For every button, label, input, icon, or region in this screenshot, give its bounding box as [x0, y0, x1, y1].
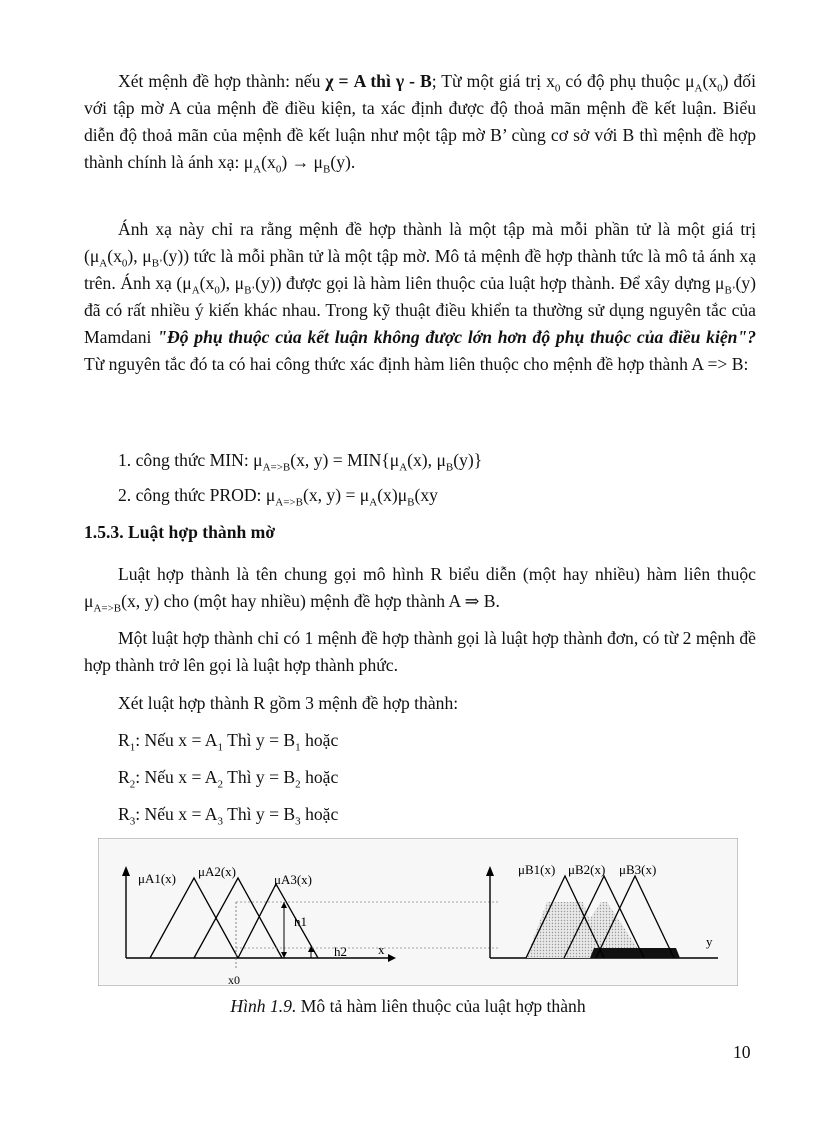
membership-figure — [98, 838, 738, 986]
label-mu-a1: μA1(x) — [138, 871, 177, 886]
paragraph-3: Luật hợp thành là tên chung gọi mô hình R biểu diễn (một hay nhiều) hàm liên thuộc $\mu_{A=>B}(x$, y) cho (một hay nhiều) mệnh đề hợp thành A ⇒ B. — [84, 564, 756, 615]
label-h2: h2 — [334, 944, 347, 959]
paragraph-4: Một luật hợp thành chỉ có 1 mệnh đề hợp thành gọi là luật hợp thành đơn, có từ 2 mệnh đề hợp thành trở lên gọi là luật hợp thành phức. — [84, 628, 756, 675]
formula-prod: 2. công thức PROD: $\mu_{A=>B}(x$, $y) = \mu_A(x)\mu_B(xy$ — [118, 485, 438, 509]
page-number: 10 — [733, 1042, 751, 1062]
figure-frame — [98, 838, 738, 986]
label-x-axis: x — [378, 942, 385, 957]
rule-1: $R_1$: Nếu $x = A_1$ Thì $y = B_1$ hoặc — [118, 730, 339, 754]
label-mu-b3: μB3(x) — [619, 862, 657, 877]
label-x0: x0 — [228, 973, 240, 986]
label-mu-b2: μB2(x) — [568, 862, 606, 877]
label-h1: h1 — [294, 914, 307, 929]
formula-min: 1. công thức MIN: $\mu_{A=>B}(x$, $y) = MIN\{\mu_A(x)$, $\mu_B(y)$} — [118, 450, 483, 474]
paragraph-5: Xét luật hợp thành R gồm 3 mệnh đề hợp thành: — [118, 693, 459, 713]
section-heading: 1.5.3. Luật hợp thành mờ — [84, 522, 276, 542]
label-mu-a2: μA2(x) — [198, 864, 237, 879]
figure-caption: Hình 1.9. Mô tả hàm liên thuộc của luật hợp thành — [230, 996, 586, 1016]
label-mu-a3: μA3(x) — [274, 872, 313, 887]
label-y-axis: y — [706, 934, 713, 949]
label-mu-b1: μB1(x) — [518, 862, 556, 877]
paragraph-2: Ánh xạ này chỉ ra rằng mệnh đề hợp thành là một tập mà mỗi phần tử là một giá trị ($\mu_A(x_0)$, $\mu_{B’}(y)$) tức là mỗi phần tử là một tập mờ. Mô tả mệnh đề hợp thành tức là mô tả ánh xạ trên. Ánh xạ ($\mu_A(x_0)$, $\mu_{B’}(y)$) được gọi là hàm liên thuộc của luật hợp thành. Để xây dựng $\mu_{B’}(y)$ đã có rất nhiều ý kiến khác nhau. Trong kỹ thuật điều khiển ta thường sử dụng nguyên tắc của Mamdani "Độ phụ thuộc của kết luận không được lớn hơn độ phụ thuộc của điều kiện"? Từ nguyên tắc đó ta có hai công thức xác định hàm liên thuộc cho mệnh đề hợp thành A => B: — [84, 219, 757, 374]
rule-2: $R_2$: Nếu $x = A_2$ Thì $y = B_2$ hoặc — [118, 767, 339, 791]
rule-3: $R_3$: Nếu $x = A_3$ Thì $y = B_3$ hoặc — [118, 804, 339, 828]
paragraph-1: Xét mệnh đề hợp thành: nếu χ = A thì γ - B; Từ một giá trị $x_0$ có độ phụ thuộc $\mu_A(x_0)$ đối với tập mờ A của mệnh đề điều kiện, ta xác định được độ thoả mãn mệnh đề kết luận. Biểu diễn độ thoả mãn của mệnh đề kết luận như một tập mờ B’ cùng cơ sở với B thì mệnh đề hợp thành chính là ánh xạ: $\mu_A(x_0) \to \mu_B(y)$. — [84, 71, 756, 176]
